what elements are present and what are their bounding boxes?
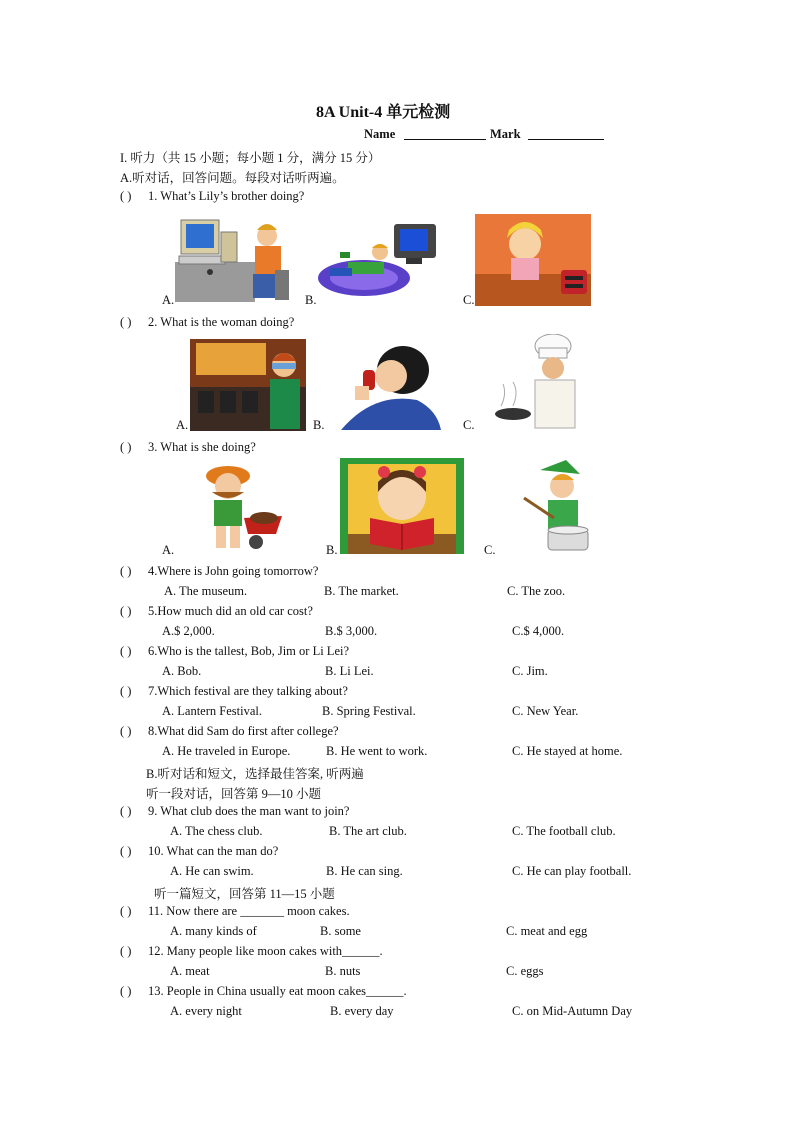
answer-bracket[interactable]: ( ): [120, 904, 132, 918]
answer-bracket[interactable]: ( ): [120, 724, 132, 738]
question-text: 4.Where is John going tomorrow?: [148, 564, 319, 578]
question-text: 3. What is she doing?: [148, 440, 256, 454]
answer-bracket[interactable]: ( ): [120, 604, 132, 618]
option-b[interactable]: B. some: [320, 924, 361, 938]
section-heading: I. 听力（共 15 小题；每小题 1 分，满分 15 分）: [120, 151, 381, 165]
option-label: C.: [484, 543, 496, 557]
option-b[interactable]: B. every day: [330, 1004, 394, 1018]
option-b[interactable]: B.$ 3,000.: [325, 624, 378, 638]
option-label: C.: [463, 418, 475, 432]
girl-pushing-wheelbarrow-icon[interactable]: [198, 462, 286, 556]
girl-listening-radio-icon[interactable]: [475, 214, 591, 306]
question-text: 9. What club does the man want to join?: [148, 804, 350, 818]
option-b[interactable]: B. He went to work.: [326, 744, 428, 758]
boy-using-computer-icon[interactable]: [175, 214, 293, 304]
answer-bracket[interactable]: ( ): [120, 804, 132, 818]
answer-bracket[interactable]: ( ): [120, 189, 132, 203]
option-a[interactable]: A. The museum.: [164, 584, 248, 598]
option-c[interactable]: C.$ 4,000.: [512, 624, 565, 638]
question-text: 13. People in China usually eat moon cakes______.: [148, 984, 407, 998]
option-c[interactable]: C. eggs: [506, 964, 544, 978]
part-a-instructions: A.听对话，回答问题。每段对话听两遍。: [120, 171, 345, 185]
option-label: A.: [162, 543, 175, 557]
option-a[interactable]: A. every night: [170, 1004, 242, 1018]
option-c[interactable]: C. Jim.: [512, 664, 548, 678]
girl-cooking-pot-icon[interactable]: [518, 460, 598, 556]
answer-bracket[interactable]: ( ): [120, 984, 132, 998]
answer-bracket[interactable]: ( ): [120, 564, 132, 578]
answer-bracket[interactable]: ( ): [120, 315, 132, 329]
option-a[interactable]: A. Bob.: [162, 664, 202, 678]
boy-watching-tv-icon[interactable]: [318, 222, 440, 298]
girl-reading-book-icon[interactable]: [340, 458, 464, 554]
answer-bracket[interactable]: ( ): [120, 684, 132, 698]
option-a[interactable]: A.$ 2,000.: [162, 624, 215, 638]
question-text: 6.Who is the tallest, Bob, Jim or Li Lei?: [148, 644, 350, 658]
option-c[interactable]: C. meat and egg: [506, 924, 588, 938]
part-b-heading: B.听对话和短文，选择最佳答案, 听两遍: [146, 767, 364, 781]
answer-bracket[interactable]: ( ): [120, 844, 132, 858]
option-label: A.: [162, 293, 175, 307]
mark-label: Mark: [490, 127, 521, 141]
answer-bracket[interactable]: ( ): [120, 644, 132, 658]
question-text: 11. Now there are _______ moon cakes.: [148, 904, 350, 918]
question-text: 2. What is the woman doing?: [148, 315, 295, 329]
option-a[interactable]: A. Lantern Festival.: [162, 704, 262, 718]
question-text: 12. Many people like moon cakes with______.: [148, 944, 383, 958]
option-a[interactable]: A. meat: [170, 964, 210, 978]
name-field[interactable]: [404, 127, 486, 140]
question-text: 1. What’s Lily’s brother doing?: [148, 189, 305, 203]
option-b[interactable]: B. nuts: [325, 964, 361, 978]
option-b[interactable]: B. The art club.: [329, 824, 407, 838]
option-b[interactable]: B. He can sing.: [326, 864, 403, 878]
option-b[interactable]: B. The market.: [324, 584, 399, 598]
part-b-sub1: 听一段对话，回答第 9—10 小题: [146, 787, 322, 801]
option-label: A.: [176, 418, 189, 432]
option-label: B.: [313, 418, 325, 432]
name-label: Name: [364, 127, 396, 141]
option-label: C.: [463, 293, 475, 307]
page-title: 8A Unit-4 单元检测: [316, 104, 451, 121]
woman-on-phone-icon[interactable]: [333, 340, 443, 430]
question-text: 5.How much did an old car cost?: [148, 604, 313, 618]
answer-bracket[interactable]: ( ): [120, 440, 132, 454]
question-text: 7.Which festival are they talking about?: [148, 684, 348, 698]
option-a[interactable]: A. The chess club.: [170, 824, 263, 838]
part-b-sub2: 听一篇短文，回答第 11—15 小题: [154, 887, 335, 901]
question-text: 8.What did Sam do first after college?: [148, 724, 339, 738]
option-c[interactable]: C. The zoo.: [507, 584, 566, 598]
option-c[interactable]: C. The football club.: [512, 824, 616, 838]
woman-at-cinema-icon[interactable]: [190, 339, 306, 431]
option-a[interactable]: A. He can swim.: [170, 864, 254, 878]
option-b[interactable]: B. Spring Festival.: [322, 704, 416, 718]
option-a[interactable]: A. He traveled in Europe.: [162, 744, 291, 758]
option-c[interactable]: C. He stayed at home.: [512, 744, 623, 758]
mark-field[interactable]: [528, 127, 604, 140]
option-c[interactable]: C. He can play football.: [512, 864, 632, 878]
answer-bracket[interactable]: ( ): [120, 944, 132, 958]
question-text: 10. What can the man do?: [148, 844, 279, 858]
option-b[interactable]: B. Li Lei.: [325, 664, 374, 678]
option-c[interactable]: C. on Mid-Autumn Day: [512, 1004, 633, 1018]
option-a[interactable]: A. many kinds of: [170, 924, 257, 938]
chef-cooking-icon[interactable]: [493, 334, 585, 430]
option-label: B.: [326, 543, 338, 557]
option-c[interactable]: C. New Year.: [512, 704, 579, 718]
option-label: B.: [305, 293, 317, 307]
